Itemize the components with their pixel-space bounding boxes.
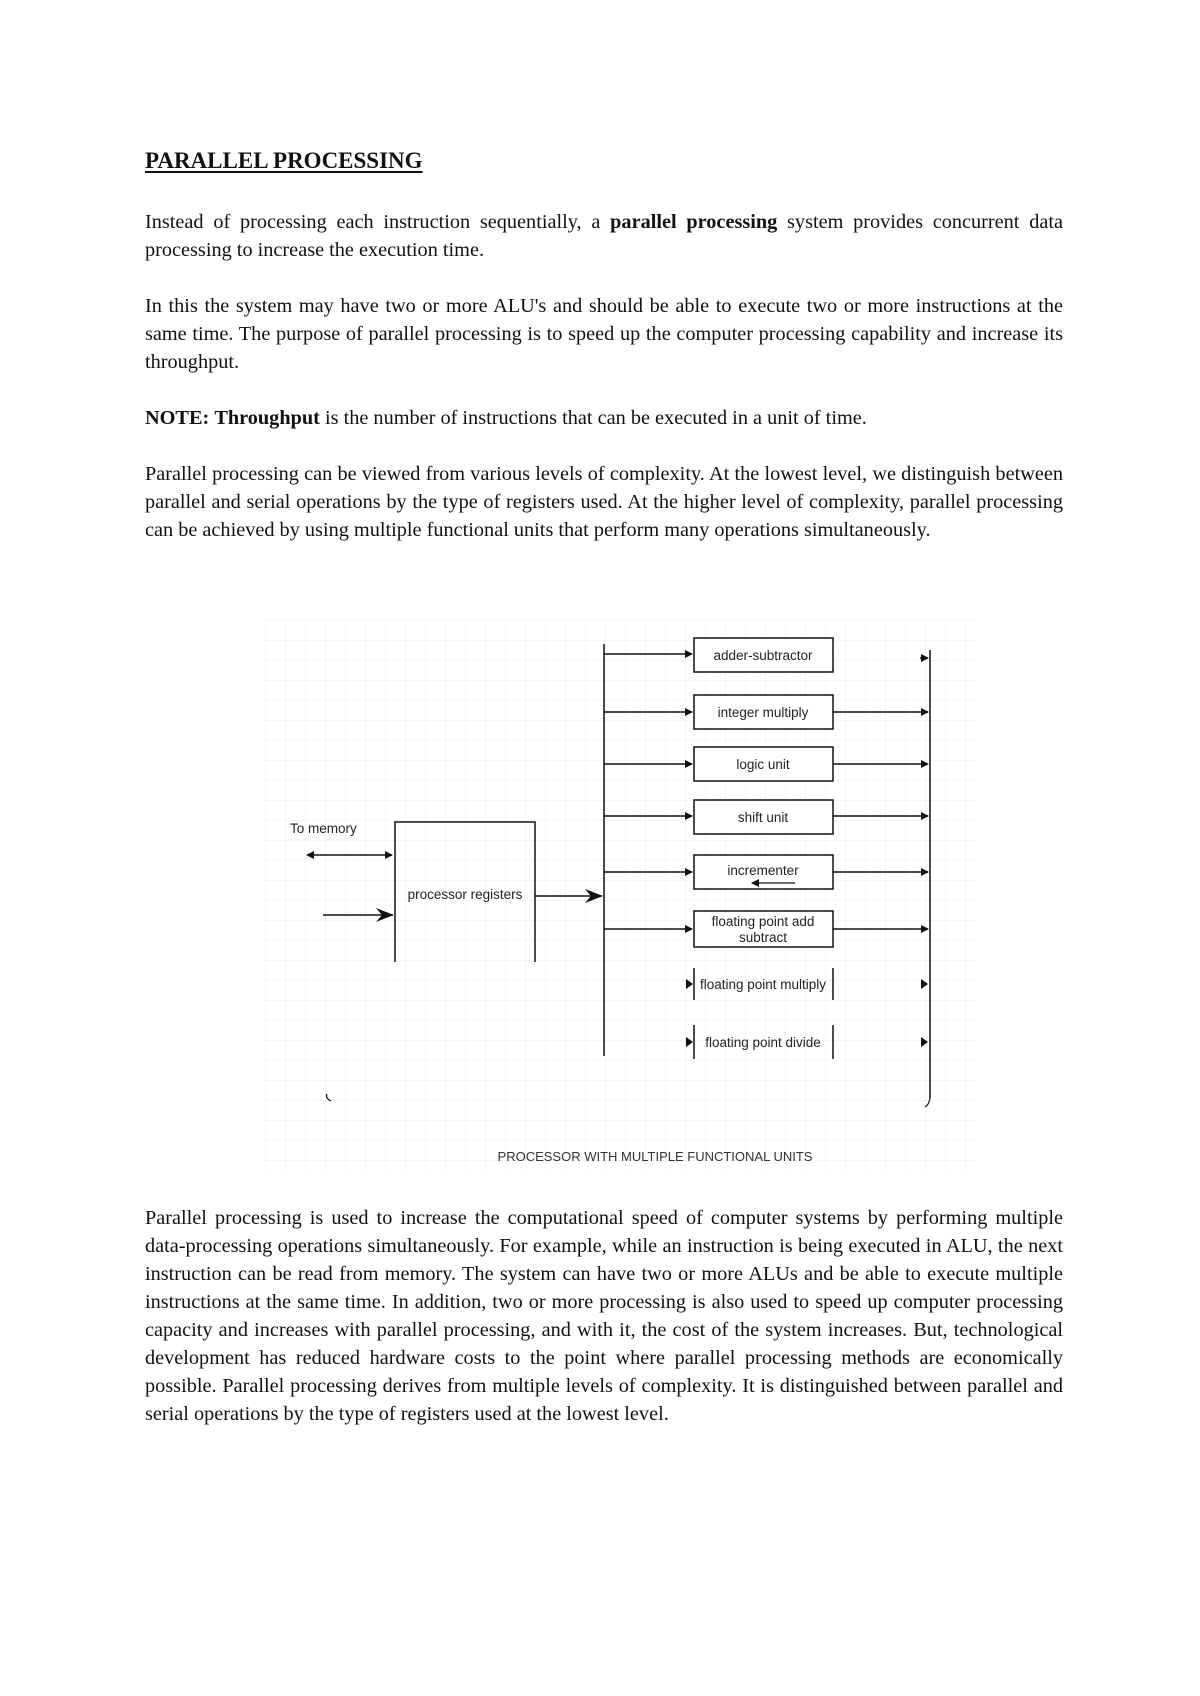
intro-paragraph bbox=[145, 208, 1063, 264]
unit-label: incrementer bbox=[727, 863, 799, 878]
unit-label: floating point multiply bbox=[699, 977, 827, 992]
intro-text-end: system provides concurrent data processing to increase the execution time. bbox=[145, 211, 1063, 261]
diagram-caption: PROCESSOR WITH MULTIPLE FUNCTIONAL UNITS bbox=[497, 1149, 813, 1164]
note-text: is the number of instructions that can be executed in a unit of time. bbox=[319, 407, 867, 429]
unit-label: floating point add bbox=[711, 914, 815, 929]
unit-label: adder-subtractor bbox=[713, 648, 813, 663]
complexity-paragraph: Parallel processing can be viewed from various levels of complexity. At the lowest level, we distinguish between parallel and serial operations by the type of registers used. At the higher level of complexity, parallel processing can be achieved by using multiple functional units that perform many operations simultaneously. bbox=[145, 463, 1063, 541]
intro-text-start: Instead of processing each instruction sequentially, a bbox=[145, 211, 611, 233]
unit-label: integer multiply bbox=[717, 705, 809, 720]
unit-label: shift unit bbox=[737, 810, 789, 825]
functional-units-diagram bbox=[265, 620, 975, 1170]
unit-label: floating point divide bbox=[705, 1035, 821, 1050]
unit-label: logic unit bbox=[736, 757, 790, 772]
note-paragraph bbox=[145, 404, 1063, 432]
note-term: Throughput bbox=[214, 407, 320, 429]
unit-label-line2: subtract bbox=[738, 930, 788, 945]
speed-paragraph: Parallel processing is used to increase the computational speed of computer systems by performing multiple data-processing operations simultaneously. For example, while an instruction is being executed in ALU, the next instruction can be read from memory. The system can have two or more ALUs and be able to execute multiple instructions at the same time. In addition, two or more processing is also used to speed up computer processing capacity and increases with parallel processing, and with it, the cost of the system increases. But, technological development has reduced hardware costs to the point where parallel processing methods are economically possible. Parallel processing derives from multiple levels of complexity. It is distinguished between parallel and serial operations by the type of registers used at the lowest level. bbox=[145, 1207, 1063, 1425]
page-title: PARALLEL PROCESSING bbox=[145, 148, 423, 173]
processor-registers-label: processor registers bbox=[407, 887, 523, 902]
note-label: NOTE: bbox=[145, 407, 210, 429]
diagram-grid bbox=[265, 620, 975, 1170]
diagram-canvas bbox=[265, 620, 975, 1170]
intro-bold-term: parallel processing bbox=[610, 211, 778, 233]
memory-label: To memory bbox=[290, 821, 357, 836]
alu-paragraph: In this the system may have two or more ALU's and should be able to execute two or more instructions at the same time. The purpose of parallel processing is to speed up the computer processing capability and increase its throughput. bbox=[145, 295, 1063, 373]
